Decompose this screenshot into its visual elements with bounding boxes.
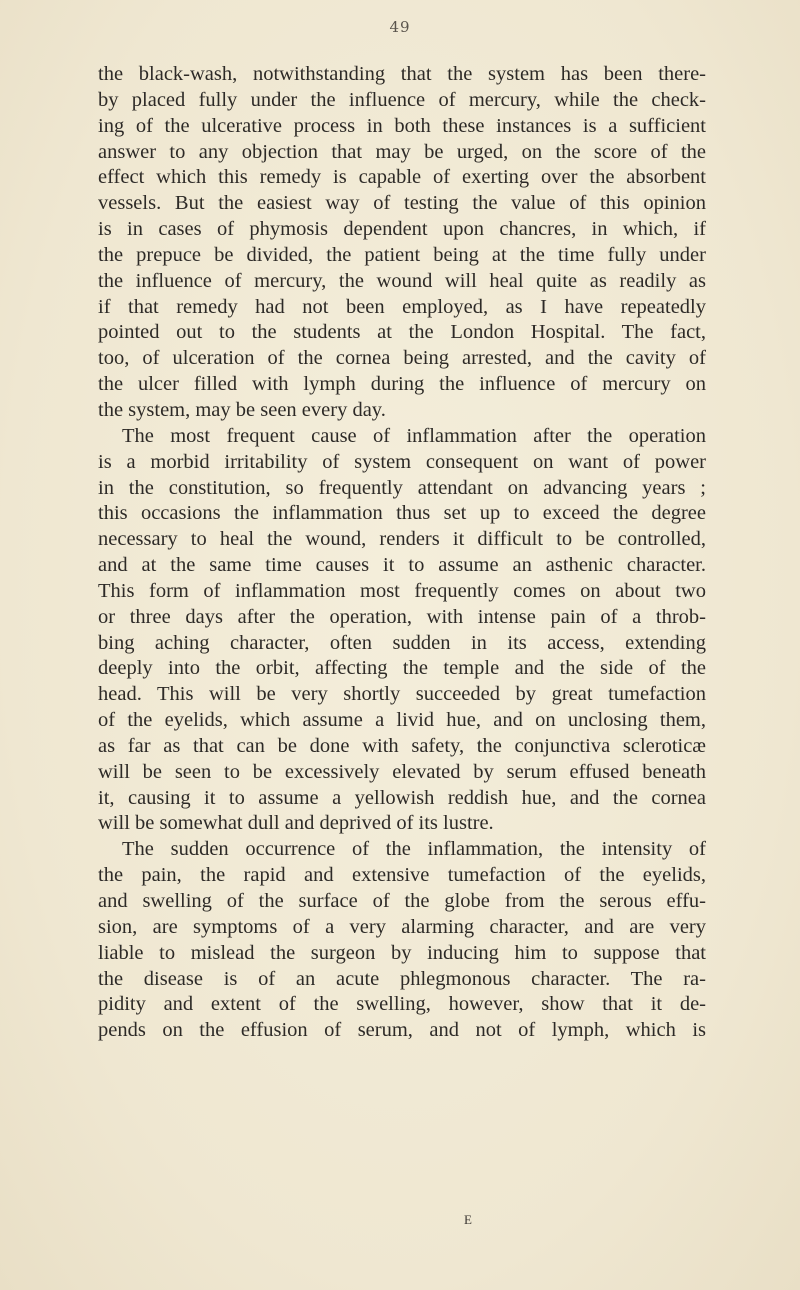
signature-mark: E [464,1212,472,1227]
body-text [98,62,706,1044]
text-line: and swelling of the surface of the globe from the serous effu- [98,890,706,912]
text-line: pidity and extent of the swelling, however, show that it de- [98,993,706,1016]
page-number: 49 [389,18,411,36]
paragraph-start-line: The most frequent cause of inflammation after the operation [122,424,706,447]
text-line: liable to mislead the surgeon by inducing him to suppose that [98,941,706,964]
text-line: will be seen to be excessively elevated by serum effused beneath [98,760,706,783]
text-line: of the eyelids, which assume a livid hue, and on unclosing them, [98,709,706,732]
text-line: vessels. But the easiest way of testing the value of this opinion [98,192,706,215]
text-line: answer to any objection that may be urged, on the score of the [98,140,706,163]
text-line: is a morbid irritability of system consequent on want of power [98,450,706,473]
text-line: ing of the ulcerative process in both these instances is a sufficient [98,114,706,137]
text-line: if that remedy had not been employed, as I have repeatedly [98,295,706,318]
text-line: This form of inflammation most frequently comes on about two [98,579,706,602]
text-line: or three days after the operation, with intense pain of a throb- [98,605,706,628]
text-line: the prepuce be divided, the patient being at the time fully under [98,243,706,266]
text-line: pends on the effusion of serum, and not of lymph, which is [98,1019,706,1042]
text-line: pointed out to the students at the London Hospital. The fact, [98,321,706,344]
text-line: the system, may be seen every day. [98,398,386,421]
text-line: will be somewhat dull and deprived of its lustre. [98,812,494,835]
text-line: and at the same time causes it to assume an asthenic character. [98,554,706,577]
text-line: the influence of mercury, the wound will heal quite as readily as [98,269,706,292]
text-line: as far as that can be done with safety, the conjunctiva scleroticæ [98,734,706,757]
paragraph-start-line: The sudden occurrence of the inflammation, the intensity of [122,838,706,861]
text-line: the pain, the rapid and extensive tumefaction of the eyelids, [98,864,706,887]
text-line: head. This will be very shortly succeeded by great tumefaction [98,683,706,706]
text-line: by placed fully under the influence of mercury, while the check- [98,88,706,111]
text-line: sion, are symptoms of a very alarming character, and are very [98,915,706,938]
text-line: effect which this remedy is capable of exerting over the absorbent [98,166,706,189]
text-line: in the constitution, so frequently attendant on advancing years ; [98,476,706,499]
text-line: this occasions the inflammation thus set up to exceed the degree [98,502,706,525]
text-line: deeply into the orbit, affecting the temple and the side of the [98,657,706,680]
text-line: bing aching character, often sudden in its access, extending [98,631,706,654]
text-line: necessary to heal the wound, renders it difficult to be controlled, [98,528,706,551]
text-line: the disease is of an acute phlegmonous character. The ra- [98,967,706,990]
text-line: it, causing it to assume a yellowish reddish hue, and the cornea [98,786,706,809]
text-line: is in cases of phymosis dependent upon chancres, in which, if [98,218,706,241]
text-line: too, of ulceration of the cornea being arrested, and the cavity of [98,347,706,370]
text-line: the ulcer filled with lymph during the influence of mercury on [98,373,706,396]
text-line: the black-wash, notwithstanding that the system has been there- [98,63,706,85]
